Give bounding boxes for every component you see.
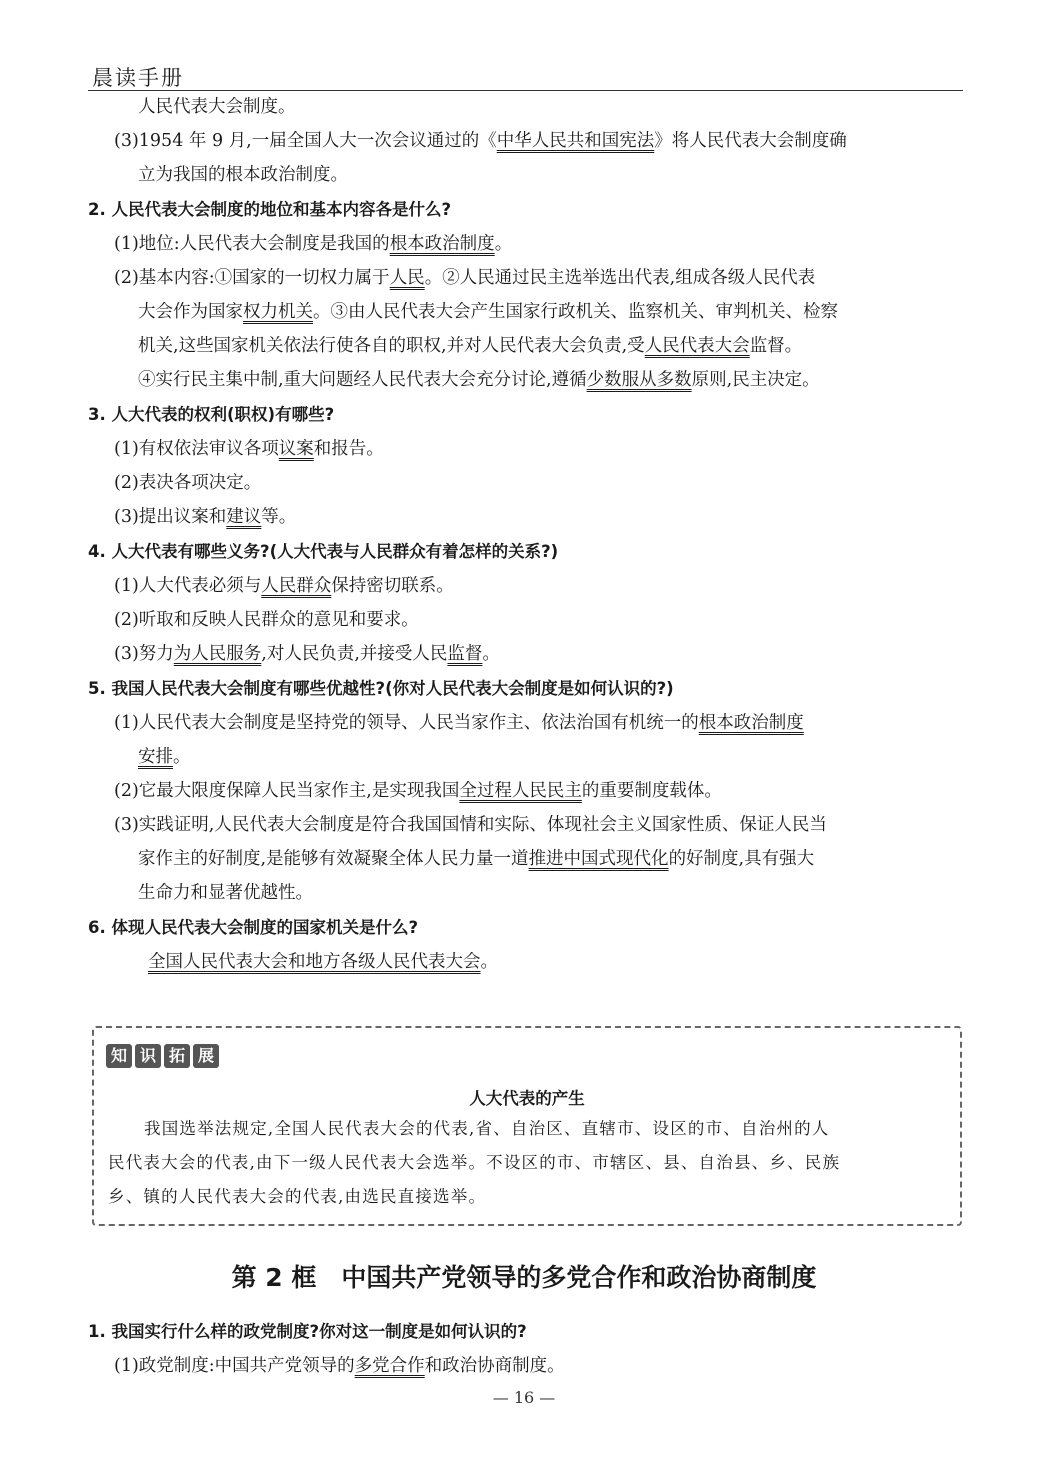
- text-line: (1)人大代表必须与人民群众保持密切联系。: [114, 576, 454, 596]
- bottom-content: [88, 1314, 966, 1383]
- text-line: (1)人民代表大会制度是坚持党的领导、人民当家作主、依法治国有机统一的根本政治制度: [114, 713, 804, 733]
- text-line: 立为我国的根本政治制度。: [138, 165, 348, 185]
- question-6-title: 6. 体现人民代表大会制度的国家机关是什么?: [88, 918, 419, 937]
- text-line: ④实行民主集中制,重大问题经人民代表大会充分讨论,遵循少数服从多数原则,民主决定。: [138, 370, 820, 390]
- main-content: [88, 90, 966, 979]
- question-4-title: 4. 人大代表有哪些义务?(人大代表与人民群众有着怎样的关系?): [88, 542, 559, 561]
- question-5-title: 5. 我国人民代表大会制度有哪些优越性?(你对人民代表大会制度是如何认识的?): [88, 679, 674, 698]
- text-line: (3)努力为人民服务,对人民负责,并接受人民监督。: [114, 644, 500, 664]
- badge-char: 识: [135, 1044, 161, 1068]
- badge-char: 展: [193, 1044, 219, 1068]
- section-title: 第 2 框 中国共产党领导的多党合作和政治协商制度: [231, 1263, 817, 1292]
- key-term: 人民: [389, 268, 425, 288]
- text-line: (2)听取和反映人民群众的意见和要求。: [114, 610, 419, 630]
- page-header: [88, 60, 963, 91]
- text-line: (3)提出议案和建议等。: [114, 507, 297, 527]
- text-line: 安排。: [138, 747, 191, 767]
- text-line: (1)地位:人民代表大会制度是我国的根本政治制度。: [114, 234, 513, 254]
- text-line: (2)基本内容:①国家的一切权力属于人民。②人民通过民主选举选出代表,组成各级人民代表: [114, 268, 816, 288]
- key-term: 全过程人民民主: [459, 781, 582, 801]
- box-line: 民代表大会的代表,由下一级人民代表大会选举。不设区的市、市辖区、县、自治县、乡、民族: [108, 1153, 841, 1172]
- text-line: 人民代表大会制度。: [138, 97, 296, 117]
- key-term: 议案: [278, 439, 314, 459]
- text-line: 家作主的好制度,是能够有效凝聚全体人民力量一道推进中国式现代化的好制度,具有强大: [138, 849, 815, 869]
- key-term: 监督: [447, 644, 483, 664]
- key-term: 人民群众: [261, 576, 332, 596]
- key-term: 全国人民代表大会和地方各级人民代表大会: [148, 952, 481, 972]
- question-2-title: 2. 人民代表大会制度的地位和基本内容各是什么?: [88, 200, 452, 219]
- key-term: 根本政治制度: [698, 713, 804, 733]
- key-term: 为人民服务: [173, 644, 262, 664]
- page-number: — 16 —: [492, 1388, 556, 1407]
- box-title: 人大代表的产生: [469, 1089, 585, 1108]
- question-1-title: 1. 我国实行什么样的政党制度?你对这一制度是如何认识的?: [88, 1322, 527, 1341]
- key-term: 推进中国式现代化: [528, 849, 669, 869]
- key-term: 中华人民共和国宪法: [496, 131, 655, 151]
- box-line: 乡、镇的人民代表大会的代表,由选民直接选举。: [108, 1187, 487, 1206]
- badge-char: 知: [106, 1044, 132, 1068]
- text-line: (3)实践证明,人民代表大会制度是符合我国国情和实际、体现社会主义国家性质、保证人民当: [114, 815, 827, 835]
- key-term: 根本政治制度: [389, 234, 495, 254]
- question-3-title: 3. 人大代表的权利(职权)有哪些?: [88, 405, 335, 424]
- text-line: 大会作为国家权力机关。③由人民代表大会产生国家行政机关、监察机关、审判机关、检察: [138, 302, 838, 322]
- key-term: 权力机关: [243, 302, 313, 322]
- text-line: (1)政党制度:中国共产党领导的多党合作和政治协商制度。: [114, 1356, 565, 1376]
- header-title: 晨读手册: [92, 66, 184, 90]
- box-text: [108, 1112, 948, 1214]
- text-line: (2)它最大限度保障人民当家作主,是实现我国全过程人民民主的重要制度载体。: [114, 781, 722, 801]
- key-term: 多党合作: [354, 1356, 425, 1376]
- text-line: 机关,这些国家机关依法行使各自的职权,并对人民代表大会负责,受人民代表大会监督。: [138, 336, 803, 356]
- text-line: (2)表决各项决定。: [114, 473, 262, 493]
- text-line: 生命力和显著优越性。: [138, 883, 313, 903]
- box-line: 我国选举法规定,全国人民代表大会的代表,省、自治区、直辖市、设区的市、自治州的人: [144, 1119, 830, 1138]
- key-term: 安排: [138, 747, 173, 767]
- knowledge-extension-badge: [106, 1044, 219, 1068]
- key-term: 人民代表大会: [644, 336, 750, 356]
- knowledge-extension-box: [92, 1026, 962, 1226]
- key-term: 少数服从多数: [586, 370, 692, 390]
- key-term: 建议: [226, 507, 262, 527]
- text-line: 全国人民代表大会和地方各级人民代表大会。: [148, 952, 498, 972]
- text-line: (3)1954 年 9 月,一届全国人大一次会议通过的《中华人民共和国宪法》将人民代表大会制度确: [114, 131, 847, 151]
- text-line: (1)有权依法审议各项议案和报告。: [114, 439, 384, 459]
- badge-char: 拓: [164, 1044, 190, 1068]
